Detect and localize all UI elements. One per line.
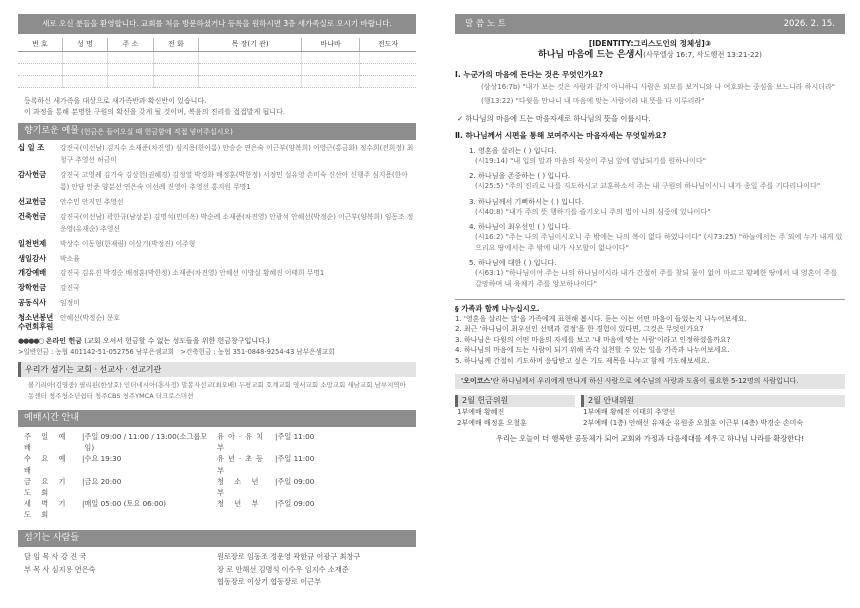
offering-names: 강진국(이선남) 곽한규(남상분) 김명석(민미옥) 박순례 소재준(차진영) 안광석 안해선(박정순) 이근부(양복희) 임동조 정운영(유재순) 추영선 — [60, 212, 414, 233]
dots-icon: ●●●●○ — [18, 337, 44, 346]
fill-question: 3. 하나님께서 기뻐하시는 ( ) 입니다. (시40:8) "내가 주의 뜻 행하기를 즐기오니 주의 법이 나의 심중에 있나이다" — [469, 196, 711, 216]
registration-note: 등록하신 새가족을 대상으로 새가족반과 확신반이 있습니다. 이 과정을 통해 분명한 구원의 확신을 갖게 될 것이며, 복음의 진리를 접접발게 됩니다. — [24, 96, 286, 116]
fill-question: 5. 하나님에 대한 ( ) 입니다. (시63:1) "하나님이여 주는 나의 하나님이시라 내가 간절히 주를 찾되 물이 없어 마르고 황폐한 땅에서 내 영혼이 주를 갈망하며 내 육체가 주를 앙모하나이다" — [469, 258, 838, 288]
staff-line — [24, 576, 217, 588]
welcome-banner: 새로 오신 분들을 환영합니다. 교회를 처음 방문하셨거나 등록을 원하시면 3층 새가족실로 오시기 바랍니다. — [18, 14, 416, 34]
right-panel — [455, 14, 845, 604]
offering-row — [18, 298, 416, 310]
service-row: 주 일 예 배 | 주일 09:00 / 11:00 / 13:00(소그룹모임) — [24, 432, 208, 453]
mission-header: 우리가 섬기는 교회 · 선교사 · 선교기관 — [18, 362, 416, 377]
offering-category: 선교헌금 — [18, 197, 47, 206]
staff-line: 담 임 목 사 강 진 국 — [24, 552, 87, 562]
family-question: 4. 하나님의 마음에 드는 사람이 되기 위해 즉각 실천할 수 있는 일을 가족과 나누어보세요. — [455, 346, 730, 355]
reg-header-cell: 전 화 — [153, 38, 198, 51]
sermon-note-header: 말 씀 노 트 2026. 2. 15. — [455, 14, 845, 34]
service-row: 새 벽 기 도 회 | 매일 05:00 (토요 06:00) — [24, 499, 167, 520]
offering-names: 안수민 안지민 추영선 — [60, 198, 124, 206]
reg-header-cell: 목 장(기 관) — [199, 38, 302, 51]
fill-question: 4. 하나님이 최우선인 ( ) 입니다. (시16:2) "주는 나의 주님이시오니 주 밖에는 나의 복이 없다 하였나이다" (시73:25) "하늘에서는 주 외에 누가 내게 있으리요 땅에서는 주 밖에 내가 사모할이 없나이다" — [469, 222, 843, 252]
offering-category: 일천번제 — [18, 238, 47, 248]
reg-header-cell: 번 호 — [18, 38, 62, 51]
committee-section — [455, 395, 845, 429]
reg-header-cell: 주 소 — [108, 38, 153, 51]
fill-question: 1. 영혼을 살리는 ( ) 입니다. (시19:14) "내 입의 말과 마음의 묵상이 주님 앞에 열납되기를 원하나이다" — [469, 145, 706, 165]
verse-2: (행13:22) "다윗을 만나니 내 마음에 맞는 사람이라 내 뜻을 다 이루리라" — [481, 96, 705, 105]
section-one-heading: Ⅰ. 누군가의 마음에 든다는 것은 무엇인가요? — [455, 69, 604, 79]
offering-list — [18, 143, 416, 331]
staff-line: 장 로 안해선 김명석 이수우 임지수 소재준 — [217, 564, 349, 574]
service-row: 유아·유치부 | 주일 11:00 — [217, 432, 315, 453]
family-question: 1. '영혼을 살리는 말'을 가족에게 표현해 봅시다. 듣는 이는 어떤 마음이 들었는지 나누어보세요. — [455, 314, 747, 323]
reg-header-cell: 바나바 — [302, 38, 360, 51]
offering-row — [18, 313, 416, 331]
offering-row — [18, 212, 416, 236]
offering-category: 개강예배 — [18, 268, 47, 278]
offering-header: 향기로운 예물 (헌금은 들어오실 때 헌금함에 직접 넣어주십시오) — [18, 123, 416, 140]
online-offering: ●●●●○ 온라인 헌금 (교회 오셔서 헌금할 수 없는 성도들을 위한 헌금창구입니다.) >일반헌금 : 농협 401142-51-052756 남부은샘교회 >건축헌금 : 농협 351-0848-9254-43 남부은샘교회 — [18, 337, 335, 357]
sermon-heading: [IDENTITY:그리스도인의 정체성]③ 하나님 마음에 드는 은생시(사무엘상 16:7, 사도행전 13:21-22) — [538, 39, 762, 61]
offering-names: 강진국 고영례 김기숙 김상헌(권혜경) 김정열 박경화 배정훈(박한정) 서정민 설유영 손미숙 신산아 신행주 심지용(한아름) 안담 안준 양분선 연은숙 이선례 진영아 추영선 홍지원 무명1 — [60, 171, 408, 192]
offering-category: 감사헌금 — [18, 170, 47, 180]
offering-row — [18, 170, 416, 194]
family-discussion: § 가족과 함께 나누십시오. 1. '영혼을 살리는 말'을 가족에게 표현해 봅시다. 듣는 이는 어떤 마음이 들었는지 나누어보세요. 2. 최근 '하나님이 최우선인 선택과 결정'을 한 경험이 있다면, 그것은 무엇인가요? 3. 하나님은 다윗의 어떤 마음의 자세를 보고 '내 마음에 맞는 사람'이라고 인정하셨을까요? 4. 하나님의 마음에 드는 사람이 되기 위해 즉각 실천할 수 있는 일을 가족과 나누어보세요. 5. 하나님께 간절히 기도하며 응답받고 싶은 기도 제목을 나누고 함께 기도해보세요. — [455, 299, 845, 366]
offering-row — [18, 268, 416, 280]
offering-names: 박소율 — [60, 254, 80, 263]
offering-row — [18, 254, 416, 266]
offering-row — [18, 283, 416, 295]
sermon-date: 2026. 2. 15. — [783, 18, 835, 29]
offering-category: 생일감사 — [18, 253, 47, 263]
service-row: 청 소 년 부 | 주일 09:00 — [217, 476, 315, 497]
offering-category: 청소년봉년 수련회후원 — [18, 313, 54, 332]
family-question: 3. 하나님은 다윗의 어떤 마음의 자세를 보고 '내 마음에 맞는 사람'이라고 인정하셨을까요? — [455, 335, 731, 344]
staff-line: 부 목 사 심지용 연은숙 — [24, 564, 96, 574]
offering-names: 안해선(박정순) 문호 — [60, 314, 120, 323]
offering-committee: 2월 헌금위원 1부예배 황혜진 2부예배 배정훈 오철훈 — [455, 395, 575, 429]
church-motto: 우리는 오늘이 더 행복한 공동체가 되어 교회와 가정과 다음세대를 세우고 하나님 나라를 확장한다! — [495, 434, 805, 444]
staff-list — [18, 547, 416, 592]
service-row: 유년·초등부 | 주일 11:00 — [217, 454, 315, 475]
section-two-heading: Ⅱ. 하나님께서 시편을 통해 보여주시는 마음자세는 무엇일까요? — [455, 131, 667, 141]
offering-names: 강진국 — [60, 284, 80, 293]
offering-names: 박상수 이동형(한재림) 이상기(박정진) 이주형 — [60, 239, 196, 248]
service-times — [18, 427, 416, 524]
offering-row — [18, 197, 416, 209]
conclusion: ✓ 하나님의 마음에 드는 마음자세로 하나님의 뜻을 이룹시다. — [457, 114, 651, 124]
offering-category: 건축헌금 — [18, 211, 47, 221]
mission-list: 볼기리아(김영중) 필리핀(한상호) 인더네시아(홍사정) 말봉자선교(최오배) 두평교회 호계교회 영서교회 소망교회 새남교회 남부지역아동센터 청주청소년쉼터 청주CBS 청주YMCA 더크로스미션 — [28, 381, 406, 400]
offering-category: 장학헌금 — [18, 283, 47, 293]
service-row: 금 요 기 도 회 | 금요 20:00 — [24, 476, 122, 497]
oikos-note: '오이코스'란 하나님께서 우리에게 만나게 하신 사람으로 예수님의 사랑과 도움이 필요한 5-12명의 사람입니다. — [455, 374, 845, 389]
service-row: 청 년 부 | 주일 09:00 — [217, 499, 315, 509]
service-row: 수 요 예 배 | 수요 19:30 — [24, 454, 122, 475]
offering-names: 강진국(이선남) 김지수 소재준(차진영) 심지용(한아름) 안승순 연은숙 이근부(양복희) 이영근(홍금화) 정수희(전희정) 최청구 추영선 허금미 — [60, 144, 414, 165]
reg-header-cell: 전도자 — [360, 38, 417, 51]
service-header: 예배시간 안내 — [18, 410, 416, 427]
offering-names: 강진국 김유진 박경순 배정훈(박한정) 소재준(차진영) 안해선 이방실 황혜진 이태희 무명1 — [60, 269, 325, 278]
staff-line: 원로장로 임동조 정운영 곽한규 이광구 최창구 — [217, 552, 361, 562]
staff-header: 섬기는 사람들 — [18, 530, 416, 547]
reg-header-cell: 성 명 — [62, 38, 107, 51]
offering-names: 임정미 — [60, 299, 80, 308]
staff-line: 협동장로 이상기 협동장로 이근부 — [217, 576, 322, 586]
question-list — [455, 147, 845, 290]
fill-question: 2. 하나님을 존중하는 ( ) 입니다. (시25:5) "주의 진리로 나를 지도하시고 교훈하소서 주는 내 구원의 하나님이시니 내가 종일 주를 기다리나이다" — [469, 171, 821, 191]
offering-category: 십 일 조 — [18, 143, 45, 153]
family-question: 5. 하나님께 간절히 기도하며 응답받고 싶은 기도 제목을 나누고 함께 기도해보세요. — [455, 356, 710, 365]
left-panel — [18, 14, 416, 604]
verse-1: (삼상16:7b) "내가 보는 것은 사람과 같지 아니하니 사람은 외모를 보거니와 나 여호와는 중심을 보느니라 하시더라" — [481, 83, 835, 92]
offering-row — [18, 143, 416, 167]
registration-table — [18, 38, 416, 88]
offering-category: 공동식사 — [18, 298, 47, 308]
usher-committee: 2월 안내위원 1부예배 황혜진 이태희 추영선 2부예배 (1층) 안해선 유재순 유원종 오철훈 이근부 (4층) 박경순 손미숙 — [581, 395, 845, 429]
family-question: 2. 최근 '하나님이 최우선인 선택과 결정'을 한 경험이 있다면, 그것은 무엇인가요? — [455, 325, 704, 334]
offering-row — [18, 239, 416, 251]
